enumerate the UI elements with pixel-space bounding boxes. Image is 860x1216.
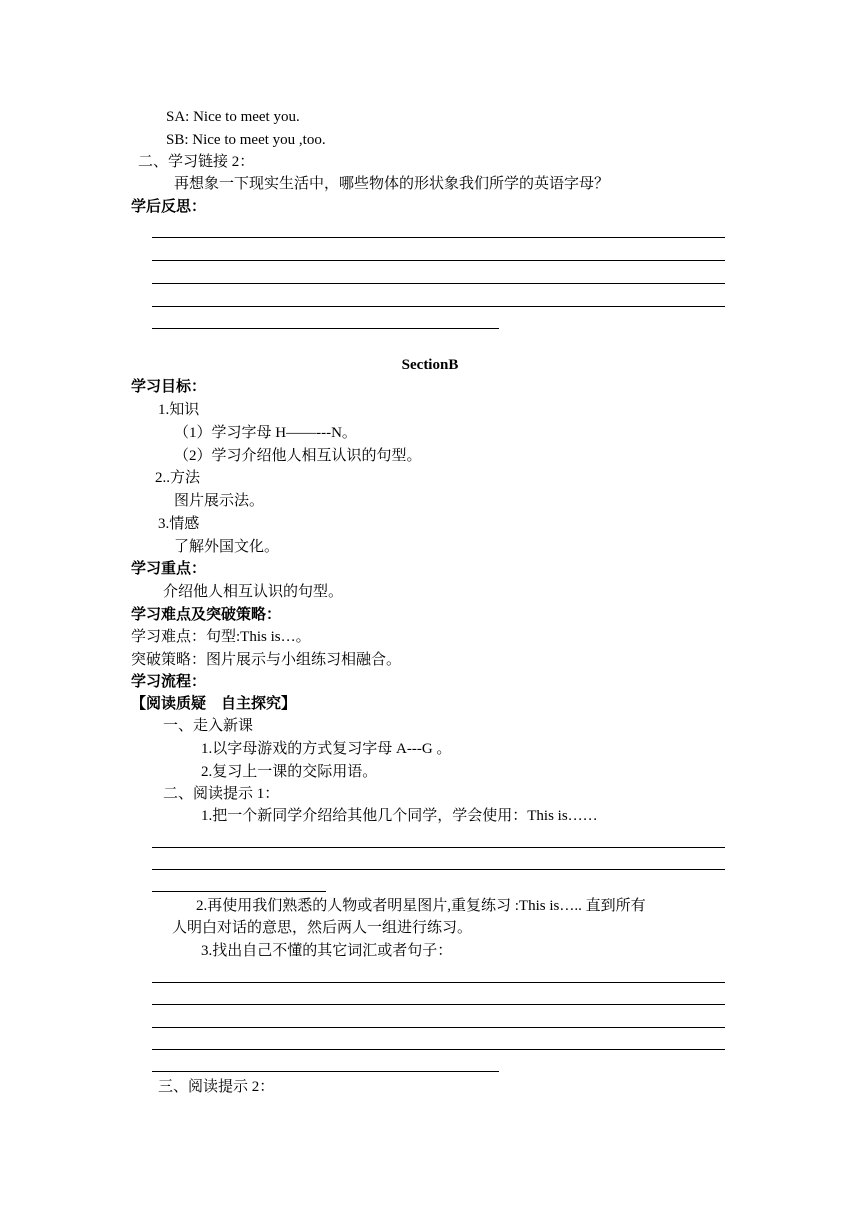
answer-line <box>152 1027 725 1028</box>
answer-line <box>152 1004 725 1005</box>
link2-heading: 二、学习链接 2： <box>138 154 255 170</box>
tip1-item-1: 1.把一个新同学介绍给其他几个同学，学会使用：This is…… <box>201 808 598 824</box>
reading-heading: 【阅读质疑 自主探究】 <box>131 696 297 712</box>
goal-method: 2..方法 <box>155 470 201 486</box>
answer-line <box>152 847 725 848</box>
answer-line <box>152 237 725 238</box>
strategy-text: 突破策略：图片展示与小组练习相融合。 <box>131 652 402 668</box>
tip1-item-3: 3.找出自己不懂的其它词汇或者句子： <box>201 943 453 959</box>
goal-knowledge: 1.知识 <box>158 402 200 418</box>
tip1-item-2-cont: 人明白对话的意思，然后两人一组进行练习。 <box>172 920 473 936</box>
answer-line <box>152 891 326 892</box>
section-title: SectionB <box>401 357 459 373</box>
goal-knowledge-2: （2）学习介绍他人相互认识的句型。 <box>174 448 422 464</box>
goals-heading: 学习目标： <box>131 379 207 395</box>
answer-line <box>152 283 725 284</box>
intro-heading: 一、走入新课 <box>163 718 254 734</box>
dialogue-line-sa: SA: Nice to meet you. <box>166 109 300 125</box>
key-heading: 学习重点： <box>131 561 207 577</box>
answer-line <box>152 1049 725 1050</box>
reflection-heading: 学后反思： <box>131 199 207 215</box>
answer-line <box>152 328 499 329</box>
tip1-heading: 二、阅读提示 1： <box>163 786 280 802</box>
answer-line <box>152 869 725 870</box>
intro-item-2: 2.复习上一课的交际用语。 <box>201 764 378 780</box>
intro-item-1: 1.以字母游戏的方式复习字母 A---G 。 <box>201 741 452 757</box>
goal-emotion: 3.情感 <box>158 516 200 532</box>
process-heading: 学习流程： <box>131 674 207 690</box>
key-text: 介绍他人相互认识的句型。 <box>163 584 344 600</box>
difficulty-text: 学习难点：句型:This is…。 <box>131 629 311 645</box>
difficulty-heading: 学习难点及突破策略： <box>131 607 282 623</box>
tip1-item-2: 2.再使用我们熟悉的人物或者明星图片,重复练习 :This is….. 直到所有 <box>196 898 646 914</box>
tip2-heading: 三、阅读提示 2： <box>158 1079 275 1095</box>
answer-line <box>152 1071 499 1072</box>
goal-knowledge-1: （1）学习字母 H——---N。 <box>174 425 357 441</box>
dialogue-line-sb: SB: Nice to meet you ,too. <box>166 132 326 148</box>
goal-emotion-text: 了解外国文化。 <box>174 539 280 555</box>
answer-line <box>152 982 725 983</box>
link2-text: 再想象一下现实生活中，哪些物体的形状象我们所学的英语字母？ <box>174 176 610 192</box>
answer-line <box>152 306 725 307</box>
answer-line <box>152 260 725 261</box>
goal-method-text: 图片展示法。 <box>174 493 265 509</box>
